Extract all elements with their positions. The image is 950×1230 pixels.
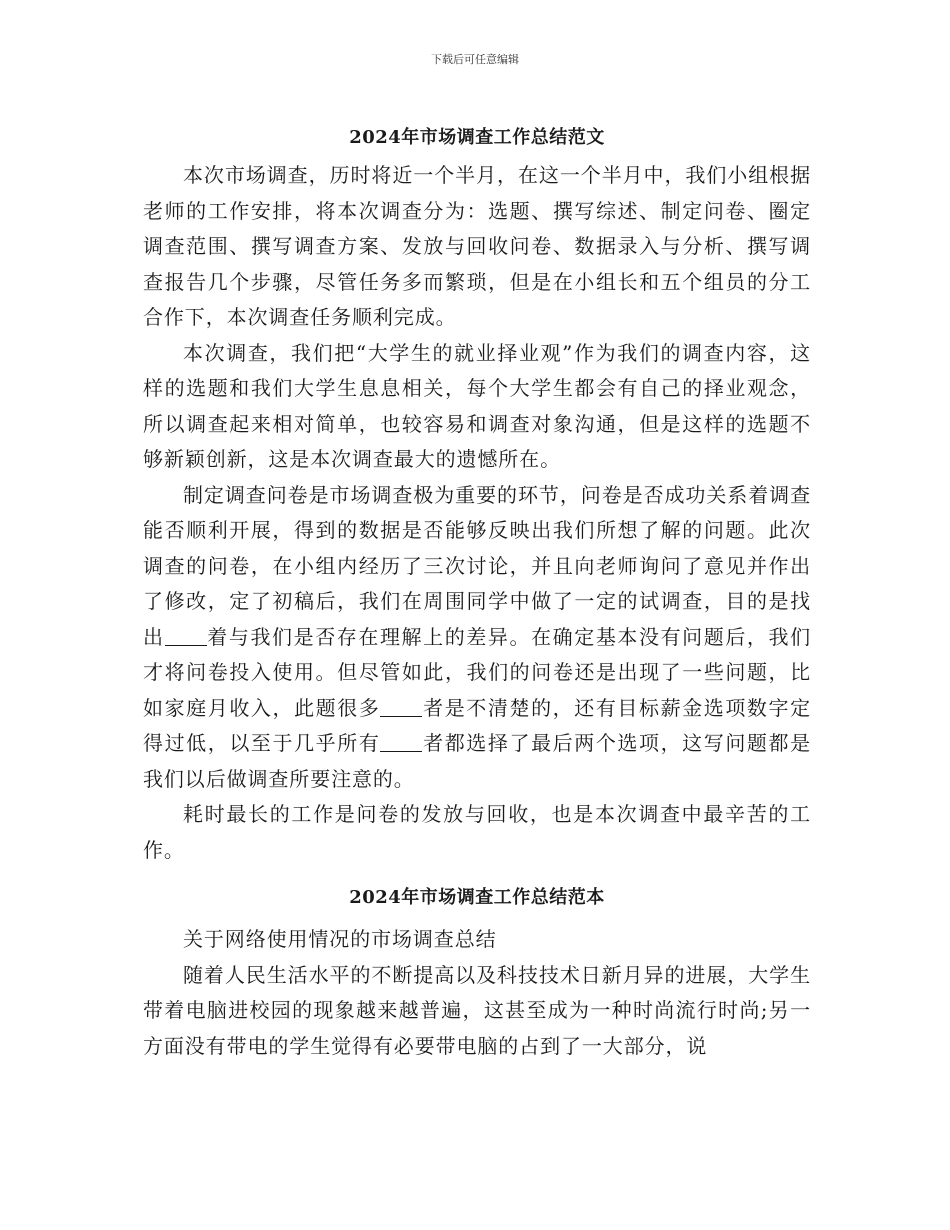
paragraph-5: 关于网络使用情况的市场调查总结 xyxy=(183,927,497,951)
document-body xyxy=(143,122,811,1064)
fill-blank-2 xyxy=(380,697,422,717)
section-title-2: 2024年市场调查工作总结范本 xyxy=(349,887,605,908)
paragraph-4: 耗时最长的工作是问卷的发放与回收，也是本次调查中最辛苦的工作。 xyxy=(143,802,811,862)
paragraph-2: 本次调查，我们把“大学生的就业择业观”作为我们的调查内容，这样的选题和我们大学生息息相关，每个大学生都会有自己的择业观念，所以调查起来相对简单，也较容易和调查对象沟通，但是这样的选题不够新颖创新，这是本次调查最大的遗憾所在。 xyxy=(143,340,811,471)
paragraph-3-text-d: 者都选择了最后两个选项，这写问题都是我们以后做调查所要注意的。 xyxy=(143,731,811,791)
fill-blank-1 xyxy=(165,626,207,646)
paragraph-1: 本次市场调查，历时将近一个半月，在这一个半月中，我们小组根据老师的工作安排，将本次调查分为：选题、撰写综述、制定问卷、圈定调查范围、撰写调查方案、发放与回收问卷、数据录入与分析、撰写调查报告几个步骤，尽管任务多而繁琐，但是在小组长和五个组员的分工合作下，本次调查任务顺利完成。 xyxy=(143,163,811,329)
section-title-1: 2024年市场调查工作总结范文 xyxy=(349,127,605,148)
header-note: 下载后可任意编辑 xyxy=(431,53,519,66)
fill-blank-3 xyxy=(380,732,422,752)
paragraph-3 xyxy=(143,478,811,798)
paragraph-3-text-b: 着与我们是否存在理解上的差异。在确定基本没有问题后，我们才将问卷投入使用。但尽管如此，我们的问卷还是出现了一些问题，比如家庭月收入，此题很多 xyxy=(143,624,811,720)
paragraph-3-text-c: 者是不清楚的，还有目标薪金选项数字定得过低，以至于几乎所有 xyxy=(143,695,811,755)
paragraph-3-text-a: 制定调查问卷是市场调查极为重要的环节，问卷是否成功关系着调查能否顺利开展，得到的数据是否能够反映出我们所想了解的问题。此次调查的问卷，在小组内经历了三次讨论，并且向老师询问了意见并作出了修改，定了初稿后，我们在周围同学中做了一定的试调查，目的是找出 xyxy=(143,482,811,649)
paragraph-6: 随着人民生活水平的不断提高以及科技技术日新月异的进展，大学生带着电脑进校园的现象越来越普遍，这甚至成为一种时尚流行时尚;另一方面没有带电的学生觉得有必要带电脑的占到了一大部分，说 xyxy=(143,962,811,1058)
